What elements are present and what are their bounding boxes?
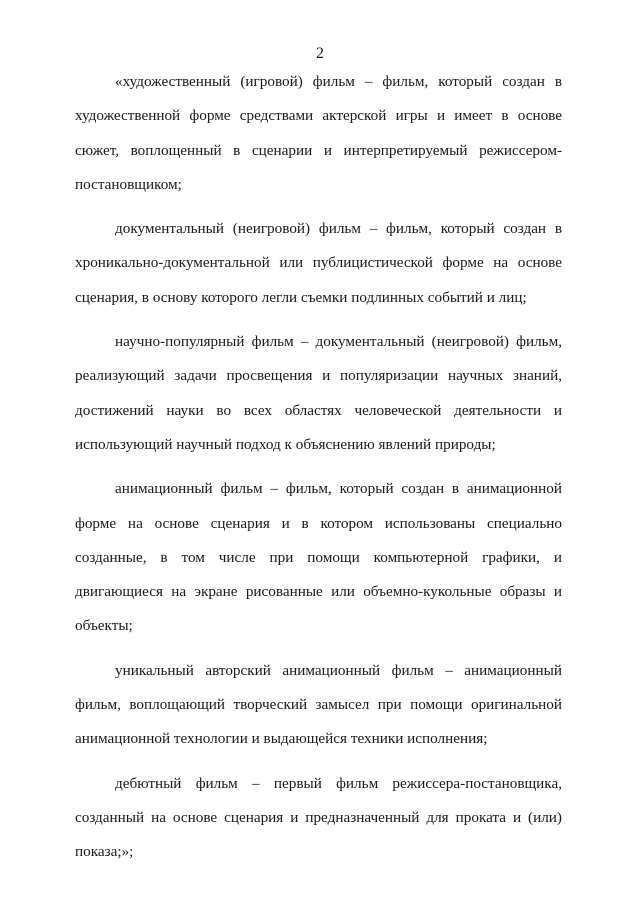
line: сценария, в основу которого легли съемки подлинных событий и лиц; <box>75 288 527 306</box>
line: созданный на основе сценария и предназначенный для проката и (или) <box>75 808 562 826</box>
line: созданные, в том числе при помощи компьютерной графики, и <box>75 548 562 566</box>
page-number: 2 <box>316 45 324 62</box>
line: показа;»; <box>75 843 134 861</box>
line: фильм, воплощающий творческий замысел при помощи оригинальной <box>75 696 562 714</box>
paragraph-animated-film <box>75 472 562 643</box>
paragraph-artistic-film <box>75 65 562 202</box>
paragraph-unique-author-animated-film <box>75 654 562 757</box>
line: постановщиком; <box>75 175 182 193</box>
line: анимационный фильм – фильм, который создан в анимационной <box>115 480 562 498</box>
line: художественной форме средствами актерской игры и имеет в основе <box>75 107 562 125</box>
line: анимационной технологии и выдающейся техники исполнения; <box>75 730 488 748</box>
paragraph-debut-film <box>75 767 562 870</box>
document-body <box>75 65 562 880</box>
paragraph-popular-science-film <box>75 325 562 462</box>
line: сюжет, воплощенный в сценарии и интерпретируемый режиссером- <box>75 141 562 159</box>
line: форме на основе сценария и в котором использованы специально <box>75 514 562 532</box>
line: дебютный фильм – первый фильм режиссера-постановщика, <box>115 774 562 792</box>
line: реализующий задачи просвещения и популяризации научных знаний, <box>75 367 562 385</box>
line: двигающиеся на экране рисованные или объемно-кукольные образы и <box>75 583 562 601</box>
line: научно-популярный фильм – документальный (неигровой) фильм, <box>115 333 562 351</box>
line: «художественный (игровой) фильм – фильм, который создан в <box>115 73 562 90</box>
line: уникальный авторский анимационный фильм – анимационный <box>115 661 562 679</box>
paragraph-documentary-film <box>75 212 562 315</box>
line: достижений науки во всех областях человеческой деятельности и <box>75 401 562 419</box>
line: объекты; <box>75 617 133 635</box>
line: хроникально-документальной или публицистической форме на основе <box>75 254 562 272</box>
line: использующий научный подход к объяснению явлений природы; <box>75 435 496 453</box>
line: документальный (неигровой) фильм – фильм, который создан в <box>115 220 562 238</box>
